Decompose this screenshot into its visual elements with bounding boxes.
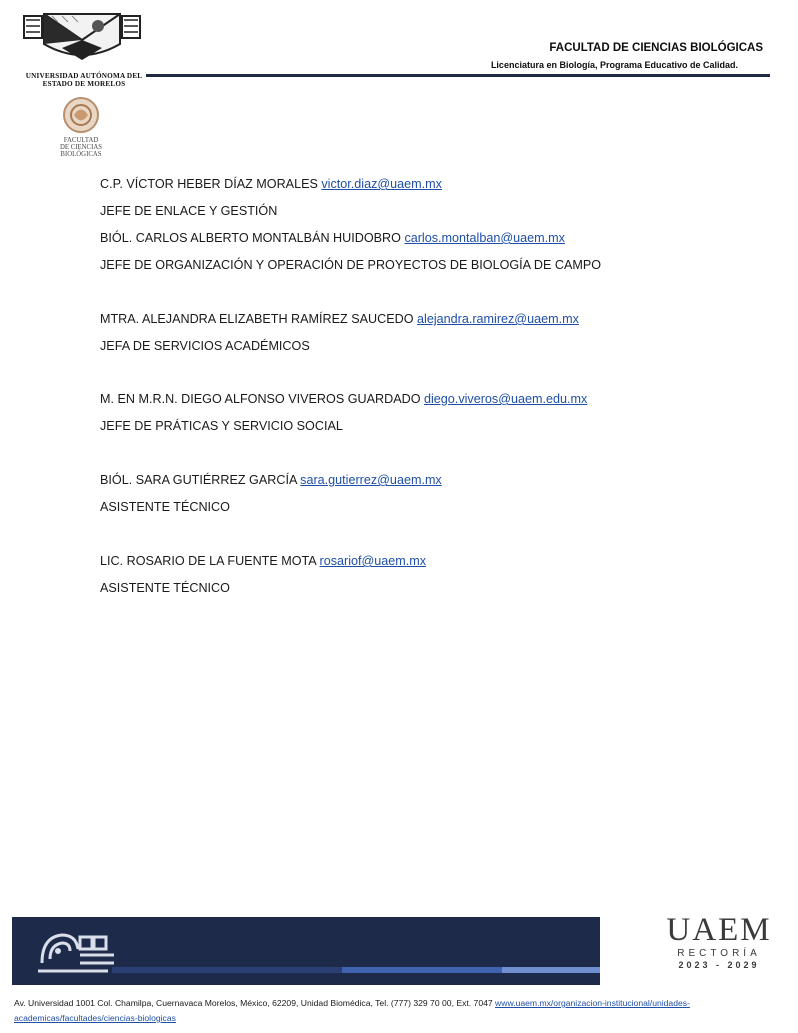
university-name-line2: ESTADO DE MORELOS (42, 80, 126, 88)
contact-name: BIÓL. CARLOS ALBERTO MONTALBÁN HUIDOBRO (100, 231, 401, 245)
rectoria-years: 2023 - 2029 (678, 960, 760, 970)
contact-email-link[interactable]: carlos.montalban@uaem.mx (404, 231, 565, 245)
faculty-logo-line1: FACULTAD (63, 137, 99, 144)
address-text: Av. Universidad 1001 Col. Chamilpa, Cuernavaca Morelos, México, 62209, Unidad Biomédica, Tel. (777) 329 70 00, Ext. 7047 (14, 998, 493, 1008)
faculty-logo-line2: DE CIENCIAS (59, 144, 103, 151)
university-name-line1: UNIVERSIDAD AUTÓNOMA DEL (25, 72, 143, 80)
contact-name-line (100, 392, 587, 406)
contact-name-line (100, 177, 442, 191)
contact-name: MTRA. ALEJANDRA ELIZABETH RAMÍREZ SAUCEDO (100, 312, 414, 326)
contact-email-link[interactable]: victor.diaz@uaem.mx (321, 177, 442, 191)
faculty-subtitle: Licenciatura en Biología, Programa Educativo de Calidad. (490, 60, 738, 70)
contact-role: JEFA DE SERVICIOS ACADÉMICOS (100, 339, 310, 353)
contact-name-line (100, 231, 565, 245)
footer-address (14, 996, 784, 1026)
header-divider (146, 74, 770, 77)
contact-name: BIÓL. SARA GUTIÉRREZ GARCÍA (100, 473, 297, 487)
rectoria-label: RECTORÍA (677, 948, 761, 959)
contact-role: JEFE DE ENLACE Y GESTIÓN (100, 204, 278, 218)
uaem-brand: UAEM (666, 912, 772, 948)
footer-stripe (112, 967, 342, 973)
uaem-rectoria-logo (664, 914, 774, 978)
contact-email-link[interactable]: alejandra.ramirez@uaem.mx (417, 312, 579, 326)
contact-email-link[interactable]: diego.viveros@uaem.edu.mx (424, 392, 588, 406)
contact-role: ASISTENTE TÉCNICO (100, 581, 230, 595)
faculty-logo-line3: BIOLÓGICAS (60, 151, 102, 158)
faculty-logo (50, 96, 112, 162)
footer-stripe (502, 967, 612, 973)
uaem-logo (22, 10, 142, 90)
contact-name: C.P. VÍCTOR HEBER DÍAZ MORALES (100, 177, 318, 191)
contact-role: ASISTENTE TÉCNICO (100, 500, 230, 514)
faculty-title: FACULTAD DE CIENCIAS BIOLÓGICAS (549, 42, 763, 54)
footer-stripe (342, 967, 502, 973)
contact-name-line (100, 554, 426, 568)
uaem-crest-icon (22, 10, 142, 68)
faculty-website-link-cont[interactable]: academicas/facultades/ciencias-biologicas (14, 1013, 176, 1023)
contact-name-line (100, 312, 579, 326)
contact-name: M. EN M.R.N. DIEGO ALFONSO VIVEROS GUARDADO (100, 392, 421, 406)
contact-email-link[interactable]: sara.gutierrez@uaem.mx (300, 473, 442, 487)
contact-role: JEFE DE ORGANIZACIÓN Y OPERACIÓN DE PROYECTOS DE BIOLOGÍA DE CAMPO (100, 258, 602, 272)
faculty-website-link[interactable]: www.uaem.mx/organizacion-institucional/unidades- (495, 998, 690, 1008)
contact-name-line (100, 473, 442, 487)
faculty-emblem-icon (50, 96, 112, 136)
contact-role: JEFE DE PRÁTICAS Y SERVICIO SOCIAL (100, 419, 343, 433)
aztec-glyph-icon (32, 923, 122, 979)
contact-name: LIC. ROSARIO DE LA FUENTE MOTA (100, 554, 316, 568)
contact-email-link[interactable]: rosariof@uaem.mx (319, 554, 427, 568)
